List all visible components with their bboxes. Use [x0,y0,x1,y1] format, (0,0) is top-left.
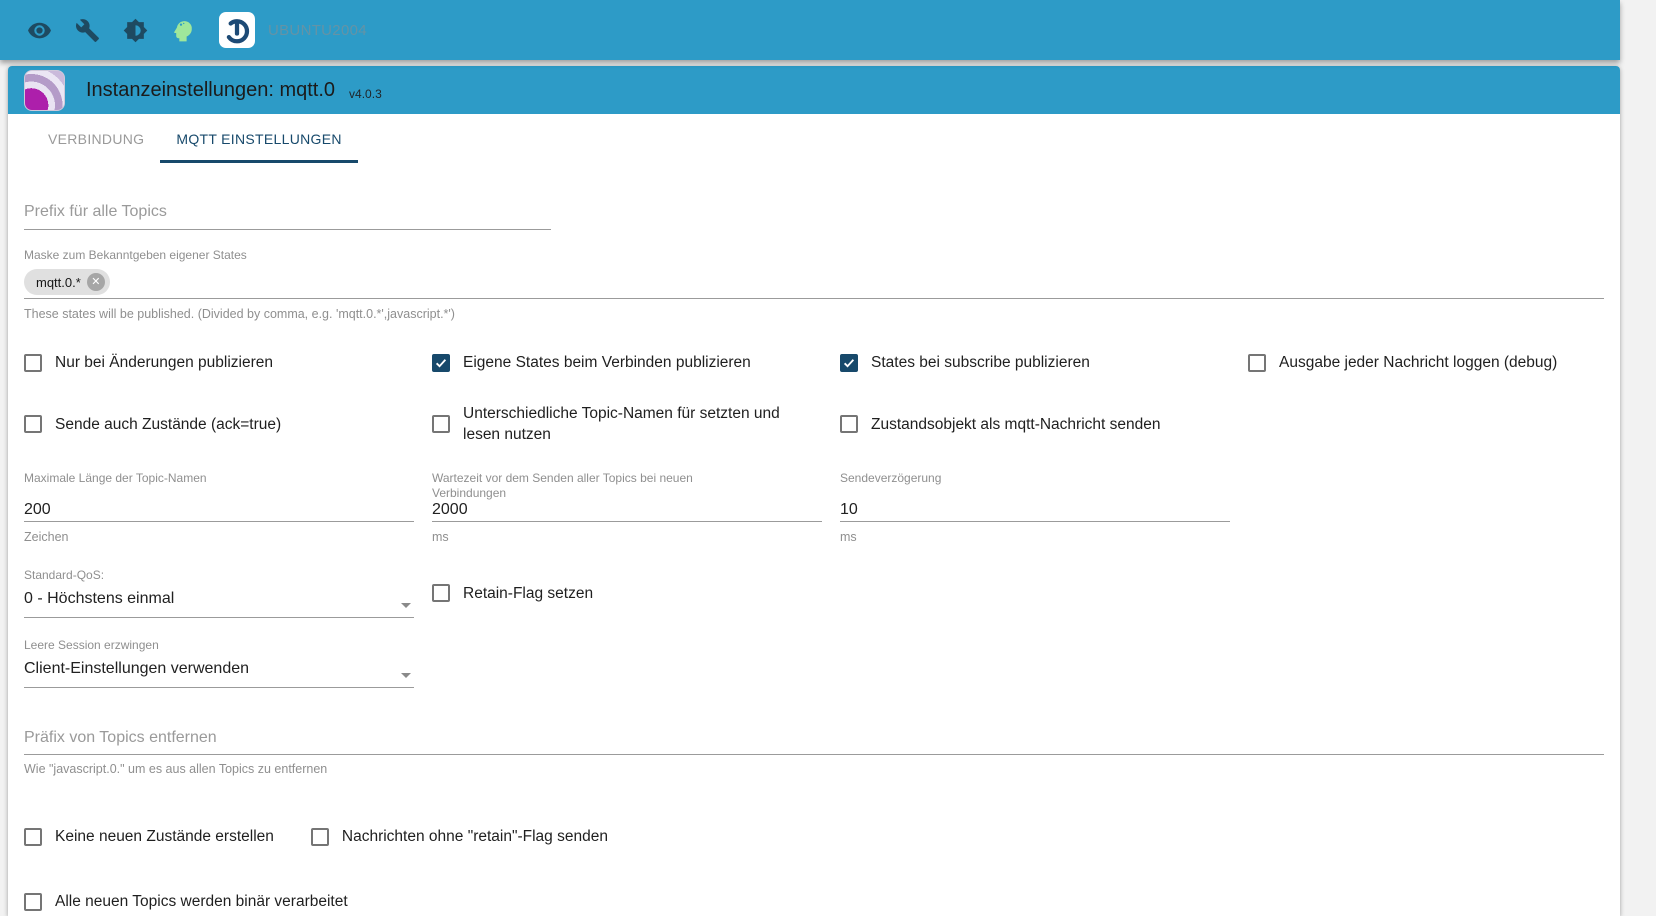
state-options-row [24,826,1604,847]
prefix-all-topics-input[interactable] [24,229,551,230]
instance-settings-dialog [8,66,1620,916]
field-label: Maske zum Bekanntgeben eigener States [24,248,247,262]
checkbox-publish-on-change[interactable] [24,352,432,373]
checkbox-publish-own-on-connect[interactable] [432,352,840,373]
mask-chip[interactable] [24,269,110,295]
publish-mask-input[interactable] [24,269,1604,295]
qos-select-value[interactable]: 0 - Höchstens einmal [24,590,175,607]
checkbox-label: Ausgabe jeder Nachricht loggen (debug) [1279,354,1558,371]
checkbox-send-ack-states[interactable] [24,414,432,435]
checkbox-box [432,354,450,372]
tab-mqtt-einstellungen[interactable]: MQTT EINSTELLUNGEN [160,114,357,163]
checkbox-box [840,415,858,433]
chip-label: mqtt.0.* [36,274,81,290]
chevron-down-icon [401,673,411,678]
checkbox-box [24,893,42,911]
field-label: Standard-QoS: [24,568,105,582]
input-underline [840,521,1230,522]
wrench-icon[interactable] [75,18,100,43]
clean-session-select-value[interactable]: Client-Einstellungen verwenden [24,660,250,677]
checkbox-state-object-as-message[interactable] [840,414,1248,435]
checkbox-publish-on-subscribe[interactable] [840,352,1248,373]
checkbox-box [24,354,42,372]
checkbox-label: Keine neuen Zustände erstellen [55,828,274,845]
checkbox-no-new-states[interactable] [24,826,274,847]
publish-options-row [24,352,1604,373]
qos-select[interactable] [24,568,414,618]
checkbox-label: Unterschiedliche Topic-Namen für setzten und lesen nutzen [463,405,780,443]
chevron-down-icon [401,603,411,608]
checkbox-binary-topics[interactable] [24,891,348,912]
checkbox-box [24,415,42,433]
checkbox-box [432,415,450,433]
checkbox-label: Alle neuen Topics werden binär verarbeitet [55,893,348,910]
field-label: Maximale Länge der Topic-Namen [24,471,207,485]
send-wait-time-input[interactable]: 2000 [432,501,468,518]
field-prefix-all-topics [24,203,551,230]
dialog-header [8,66,1620,114]
field-help: These states will be published. (Divided by comma, e.g. 'mqtt.0.*',javascript.*') [24,307,455,321]
chip-remove-icon[interactable]: ✕ [87,273,105,291]
input-underline [24,521,414,522]
input-underline [24,687,414,688]
visibility-icon[interactable] [27,18,52,43]
expert-mode-head-icon[interactable] [171,18,196,43]
binary-option-row [24,891,1604,916]
field-help: ms [840,530,857,544]
checkbox-box [432,584,450,602]
checkbox-retain-flag[interactable] [432,583,1604,604]
input-underline [432,521,822,522]
field-help: ms [432,530,449,544]
checkbox-label: Eigene States beim Verbinden publizieren [463,354,751,371]
checkbox-box [1248,354,1266,372]
send-options-row [24,403,1604,445]
field-label: Prefix für alle Topics [24,203,167,220]
max-topic-length-input[interactable]: 200 [24,501,51,518]
field-label: Wartezeit vor dem Senden aller Topics bei neuen Verbindungen [432,471,693,500]
field-label: Leere Session erzwingen [24,638,159,652]
checkbox-box [840,354,858,372]
field-help: Wie "javascript.0." um es aus allen Topics zu entfernen [24,762,328,776]
field-label: Präfix von Topics entfernen [24,729,217,746]
send-delay-input[interactable]: 10 [840,501,858,518]
checkbox-label: Sende auch Zustände (ack=true) [55,415,282,433]
tab-verbindung[interactable]: VERBINDUNG [48,130,145,147]
brightness-icon[interactable] [123,18,148,43]
dialog-title: Instanzeinstellungen: mqtt.0 [86,78,336,101]
checkbox-box [311,828,329,846]
field-remove-prefix [24,729,1604,776]
iobroker-logo[interactable] [219,12,255,48]
field-max-topic-length [24,471,414,544]
checkbox-debug-log[interactable] [1248,352,1656,373]
checkbox-label: Retain-Flag setzen [463,584,594,602]
checkbox-different-topic-names[interactable] [432,403,840,445]
checkbox-label: Nachrichten ohne "retain"-Flag senden [341,828,608,845]
adapter-version: v4.0.3 [349,86,382,101]
remove-prefix-input[interactable] [24,754,1604,755]
checkbox-label: States bei subscribe publizieren [871,354,1090,371]
field-publish-mask [24,248,1604,321]
app-topbar [0,0,1620,60]
field-help: Zeichen [24,530,69,544]
input-underline [24,298,1604,299]
checkbox-label: Nur bei Änderungen publizieren [55,354,274,371]
mqtt-adapter-icon [24,70,65,111]
settings-form [8,203,1620,916]
checkbox-no-retain-flag[interactable] [311,826,608,847]
checkbox-label: Zustandsobjekt als mqtt-Nachricht senden [871,415,1161,433]
checkbox-box [24,828,42,846]
tab-bar [8,114,1620,163]
number-fields-row [24,471,1604,544]
field-label: Sendeverzögerung [840,471,942,485]
clean-session-select[interactable] [24,638,414,688]
hostname-label: UBUNTU2004 [268,21,367,39]
field-send-delay [840,471,1230,544]
qos-row [24,568,1604,618]
field-send-wait-time [432,471,822,544]
input-underline [24,617,414,618]
